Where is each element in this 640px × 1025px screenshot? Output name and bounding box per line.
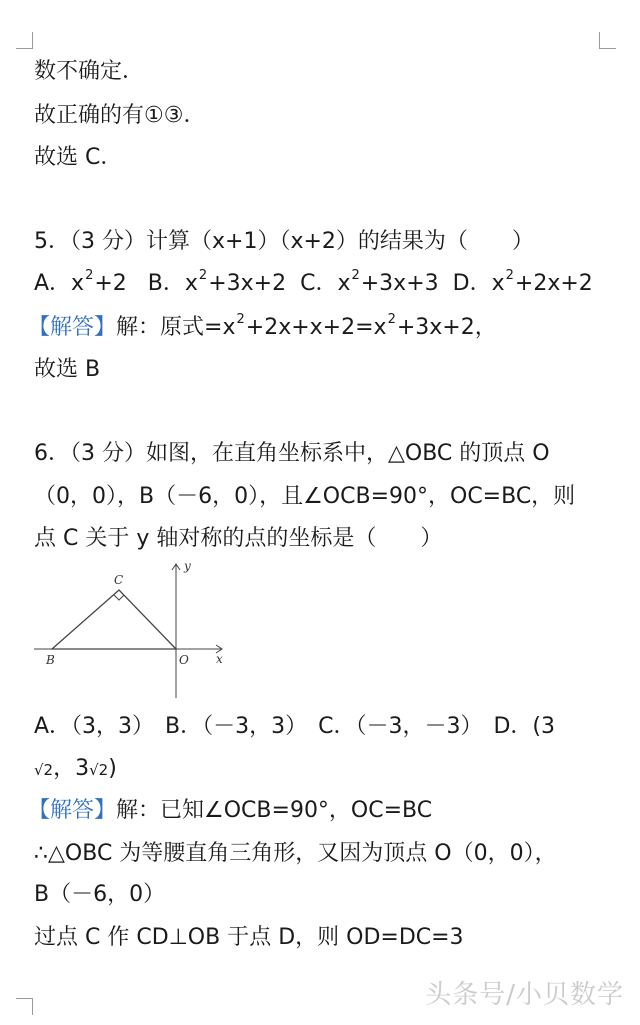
question-6-options: A．（3，3） B．（－3，3） C．（－3，－3） D．(3 [34,714,556,739]
question-5-choice: 故选 B [34,357,101,382]
label-c: C [114,573,124,587]
page-corner-bottom-left [16,998,33,1015]
question-6-line-3: 点 C 关于 y 轴对称的点的坐标是（ ） [34,526,443,551]
coordinate-figure [34,560,226,700]
text-line: 数不确定． [34,59,145,84]
question-6-options-cont: √2，3√2) [34,756,117,781]
triangle-obc [52,590,176,649]
label-x: x [216,652,223,666]
answer-tag: 【解答】 [28,798,117,823]
answer-line: ∴△OBC 为等腰直角三角形，又因为顶点 O（0，0）， [34,841,557,866]
page-corner-top-left [16,32,33,49]
option-c: C．$x^2+3x+3$ [300,268,439,296]
watermark: 头条号/小贝数学 [425,980,624,1010]
label-o: O [179,653,189,667]
answer-tag: 【解答】 [28,315,117,340]
option-b: B．$x^2+3x+2$ [147,268,287,296]
option-a: A．$x^2+2$ [34,268,127,296]
question-6-answer: 【解答】解：已知∠OCB=90°，OC=BC [28,798,433,823]
label-b: B [46,653,55,667]
question-5-answer: 【解答】解：原式$=x^2+2x+x+2=x^2+3x+2$， [28,312,497,340]
option-d: D．$x^2+2x+2$ [452,268,593,296]
question-5: 5．（3 分）计算（x+1）（x+2）的结果为（ ） [34,229,534,254]
answer-line: 过点 C 作 CD⊥OB 于点 D，则 OD=DC=3 [34,925,464,950]
text-line: 故正确的有①③． [34,103,206,128]
question-6-line-1: 6．（3 分）如图，在直角坐标系中，△OBC 的顶点 O [34,441,550,466]
question-5-options [34,270,593,301]
question-6-line-2: （0，0），B（－6，0），且∠OCB=90°，OC=BC，则 [34,484,576,509]
label-y: y [184,560,191,573]
answer-line: B（－6，0） [34,882,166,907]
triangle-diagram [34,560,226,700]
text-line: 故选 C． [34,145,123,170]
page-corner-top-right [599,32,616,49]
right-angle-marker [114,595,124,600]
